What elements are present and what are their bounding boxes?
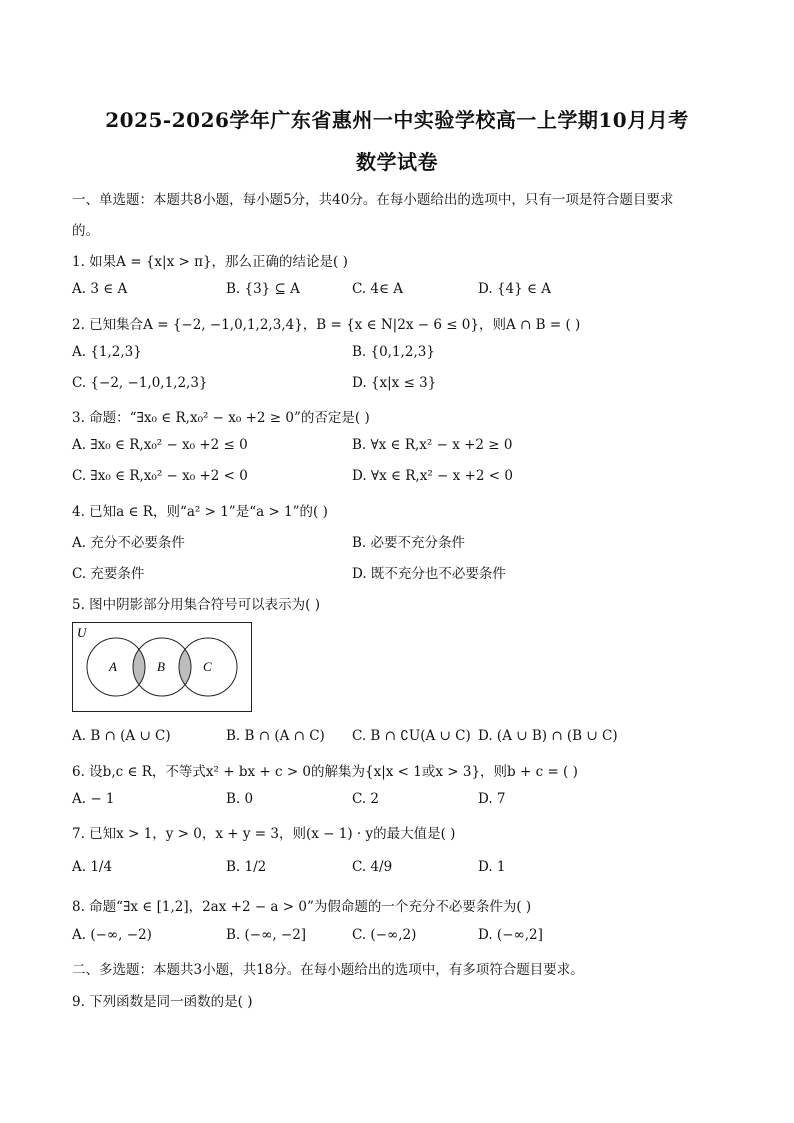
- question-3-option-c: C. ∃x₀ ∈ R,x₀² − x₀ +2 < 0: [72, 468, 248, 484]
- section2-instructions: 二、多选题：本题共3小题，共18分。在每小题给出的选项中，有多项符合题目要求。: [72, 962, 584, 978]
- question-3-option-b: B. ∀x ∈ R,x² − x +2 ≥ 0: [352, 437, 513, 453]
- question-6-option-a: A. − 1: [72, 791, 115, 807]
- question-2-option-d: D. {x|x ≤ 3}: [352, 375, 437, 391]
- exam-subtitle: 数学试卷: [356, 150, 438, 174]
- question-6-option-d: D. 7: [478, 791, 506, 807]
- question-2-stem: 2. 已知集合A = {−2, −1,0,1,2,3,4}，B = {x ∈ N|2x − 6 ≤ 0}，则A ∩ B = ( ): [72, 317, 581, 333]
- question-4-stem: 4. 已知a ∈ R，则“a² > 1”是“a > 1”的( ): [72, 504, 328, 520]
- question-3-stem: 3. 命题：“∃x₀ ∈ R,x₀² − x₀ +2 ≥ 0”的否定是( ): [72, 410, 370, 426]
- question-8-option-c: C. (−∞,2): [352, 927, 417, 943]
- question-4-option-b: B. 必要不充分条件: [352, 535, 466, 551]
- question-2-option-b: B. {0,1,2,3}: [352, 344, 435, 360]
- question-1-option-c: C. 4∈ A: [352, 281, 404, 297]
- question-6-stem: 6. 设b,c ∈ R，不等式x² + bx + c > 0的解集为{x|x < 1或x > 3}，则b + c = ( ): [72, 764, 578, 780]
- question-1-stem: 1. 如果A = {x|x > π}，那么正确的结论是( ): [72, 254, 348, 270]
- question-5-option-a: A. B ∩ (A ∪ C): [72, 728, 171, 744]
- question-5-stem: 5. 图中阴影部分用集合符号可以表示为( ): [72, 597, 320, 613]
- question-5-option-b: B. B ∩ (A ∩ C): [226, 728, 325, 744]
- question-8-option-d: D. (−∞,2]: [478, 927, 543, 943]
- question-4-option-d: D. 既不充分也不必要条件: [352, 566, 506, 582]
- question-3-option-d: D. ∀x ∈ R,x² − x +2 < 0: [352, 468, 513, 484]
- venn-label-c: C: [203, 659, 212, 674]
- question-2-option-a: A. {1,2,3}: [72, 344, 142, 360]
- question-3-option-a: A. ∃x₀ ∈ R,x₀² − x₀ +2 ≤ 0: [72, 437, 248, 453]
- question-9-stem: 9. 下列函数是同一函数的是( ): [72, 994, 253, 1010]
- venn-label-b: B: [157, 659, 165, 674]
- question-5-option-d: D. (A ∪ B) ∩ (B ∪ C): [478, 728, 618, 744]
- question-8-option-b: B. (−∞, −2]: [226, 927, 307, 943]
- question-2-option-c: C. {−2, −1,0,1,2,3}: [72, 375, 208, 391]
- venn-label-a: A: [109, 659, 117, 674]
- question-7-stem: 7. 已知x > 1，y > 0，x + y = 3，则(x − 1) · y的最大值是( ): [72, 826, 456, 842]
- venn-label-u: U: [77, 625, 87, 640]
- question-5-option-c: C. B ∩ ∁U(A ∪ C): [352, 728, 471, 744]
- question-6-option-b: B. 0: [226, 791, 254, 807]
- exam-title: 2025-2026学年广东省惠州一中实验学校高一上学期10月月考: [105, 108, 689, 132]
- question-1-option-d: D. {4} ∈ A: [478, 281, 552, 297]
- question-8-option-a: A. (−∞, −2): [72, 927, 152, 943]
- question-7-option-c: C. 4/9: [352, 859, 393, 875]
- section1-instructions-cont: 的。: [72, 223, 99, 239]
- question-7-option-d: D. 1: [478, 859, 506, 875]
- question-1-option-a: A. 3 ∈ A: [72, 281, 128, 297]
- section1-instructions: 一、单选题：本题共8小题，每小题5分，共40分。在每小题给出的选项中，只有一项是符合题目要求: [72, 192, 674, 208]
- venn-diagram: [72, 622, 252, 712]
- question-8-stem: 8. 命题“∃x ∈ [1,2]，2ax +2 − a > 0”为假命题的一个充分不必要条件为( ): [72, 899, 532, 915]
- question-7-option-b: B. 1/2: [226, 859, 267, 875]
- question-4-option-c: C. 充要条件: [72, 566, 145, 582]
- question-1-option-b: B. {3} ⊆ A: [226, 281, 300, 297]
- question-6-option-c: C. 2: [352, 791, 380, 807]
- question-7-option-a: A. 1/4: [72, 859, 113, 875]
- question-4-option-a: A. 充分不必要条件: [72, 535, 185, 551]
